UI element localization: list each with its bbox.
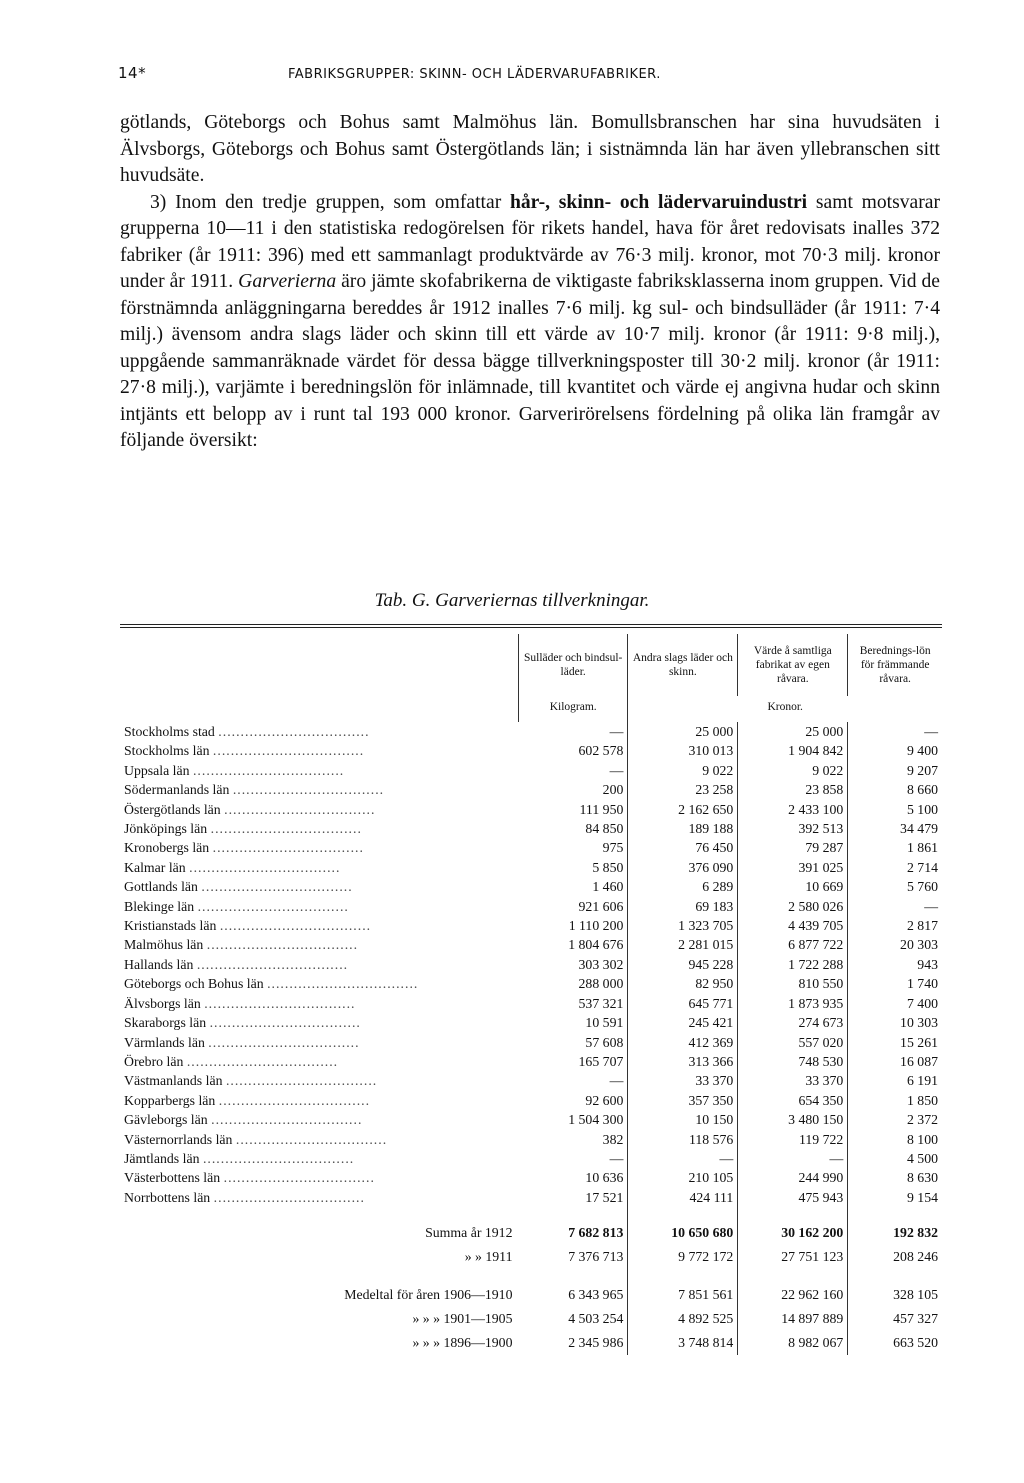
body-text [120,110,940,455]
cell-sullader: 303 302 [518,955,627,974]
cell-beredningslon: 2 817 [906,918,938,934]
cell-andra-slags: 33 370 [628,1071,738,1090]
county-name: Västernorrlands län .................................. [124,1131,388,1147]
cell-varde: 33 370 [738,1071,848,1090]
cell-sullader: 602 578 [518,741,627,760]
cell-beredningslon: 2 372 [906,1112,938,1128]
cell-sullader: 288 000 [518,974,627,993]
cell-beredningslon: 34 479 [900,821,938,837]
cell-andra-slags: 313 366 [628,1052,738,1071]
cell-varde: 6 877 722 [738,935,848,954]
table-row [120,1033,942,1052]
cell-varde: 119 722 [738,1130,848,1149]
county-name: Örebro län .................................. [124,1053,339,1069]
cell-beredningslon: 8 660 [906,782,938,798]
cell-beredningslon: 1 740 [906,976,938,992]
average-sullader: 2 345 986 [518,1331,627,1355]
italic-term: Garverierna [238,271,337,292]
cell-varde: 244 990 [738,1168,848,1187]
table-row [120,974,942,993]
cell-andra-slags: 376 090 [628,858,738,877]
bold-term: hår-, skinn- och lädervaruindustri [509,191,808,213]
table-row [120,722,942,741]
county-name: Älvsborgs län .................................. [124,995,356,1011]
table-row [120,1091,942,1110]
cell-sullader: 10 591 [518,1013,627,1032]
summary-andra-slags: 9 772 172 [628,1245,738,1269]
county-name: Västerbottens län .................................. [124,1170,375,1186]
county-name: Jämtlands län .................................. [124,1150,355,1166]
cell-varde: 23 858 [738,780,848,799]
header-beredningslon: Berednings-lön för främmande råvara. [859,645,931,685]
cell-sullader: 537 321 [518,994,627,1013]
cell-varde: 748 530 [738,1052,848,1071]
cell-sullader: 57 608 [518,1033,627,1052]
cell-beredningslon: 8 630 [906,1170,938,1186]
cell-andra-slags: 945 228 [628,955,738,974]
cell-andra-slags: 76 450 [628,838,738,857]
summary-sullader: 7 682 813 [518,1221,627,1245]
cell-sullader: 975 [518,838,627,857]
cell-beredningslon: 1 861 [906,840,938,856]
table-row [120,994,942,1013]
cell-sullader: 92 600 [518,1091,627,1110]
county-name: Kronobergs län .................................. [124,840,364,856]
average-label: » » » 1901—1905 [412,1311,513,1327]
cell-beredningslon: 9 207 [906,762,938,778]
cell-andra-slags: 210 105 [628,1168,738,1187]
cell-andra-slags: 10 150 [628,1110,738,1129]
average-row [120,1307,942,1331]
cell-sullader: 921 606 [518,897,627,916]
cell-beredningslon: — [924,724,938,739]
cell-andra-slags: 23 258 [628,780,738,799]
average-sullader: 6 343 965 [518,1283,627,1307]
cell-andra-slags: 245 421 [628,1013,738,1032]
cell-andra-slags: 9 022 [628,761,738,780]
table-row [120,1130,942,1149]
cell-andra-slags: 25 000 [628,722,738,741]
cell-varde: 25 000 [738,722,848,741]
cell-varde: 10 669 [738,877,848,896]
county-name: Göteborgs och Bohus län .................................. [124,976,419,992]
cell-beredningslon: 8 100 [906,1131,938,1147]
table-body [120,722,942,1355]
cell-sullader: 1 804 676 [518,935,627,954]
summary-row [120,1221,942,1245]
cell-beredningslon: 10 303 [900,1015,938,1031]
table-row [120,741,942,760]
cell-varde: 4 439 705 [738,916,848,935]
summary-andra-slags: 10 650 680 [628,1221,738,1245]
cell-andra-slags: 310 013 [628,741,738,760]
cell-sullader: 111 950 [518,800,627,819]
cell-sullader: 165 707 [518,1052,627,1071]
cell-sullader: 5 850 [518,858,627,877]
cell-varde: — [738,1149,848,1168]
table-top-rule-2 [120,627,942,628]
cell-andra-slags: 1 323 705 [628,916,738,935]
cell-andra-slags: — [628,1149,738,1168]
garverier-table [120,634,942,1355]
cell-beredningslon: 9 400 [906,743,938,759]
running-title: FABRIKSGRUPPER: SKINN- OCH LÄDERVARUFABRIKER. [288,67,661,82]
average-beredningslon: 328 105 [893,1287,938,1303]
table-top-rule [120,624,942,625]
cell-beredningslon: 20 303 [900,937,938,953]
average-sullader: 4 503 254 [518,1307,627,1331]
paragraph-2: 3) Inom den tredje gruppen, som omfattar hår-, skinn- och lädervaruindustri samt motsvarar grupperna 10—11 i den statistiska redogörelsen för rikets handel, hava för året redovisats inalles 372 fabriker (år 1911: 396) med ett sammanlagt produktvärde av 76·3 milj. kronor, mot 70·3 milj. kronor under år 1911. Garverierna äro jämte skofabrikerna de viktigaste fabriksklasserna inom gruppen. Vid de förstnämnda anläggningarna bereddes år 1912 inalles 7·6 milj. kg sul- och bindsulläder (år 1911: 7·4 milj.) ävensom andra slags läder och skinn till ett värde av 10·7 milj. kronor (år 1911: 9·8 milj.), uppgående sammanräknade värdet för dessa bägge tillverkningsposter till 30·2 milj. kronor (år 1911: 27·8 milj.), varjämte i beredningslön för inlämnade, till kvantitet och värde ej angivna hudar och skinn intjänts ett belopp av i runt tal 193 000 kronor. Garverirörelsens fördelning på olika län framgår av följande översikt: [120,191,941,451]
average-label: » » » 1896—1900 [412,1335,513,1351]
cell-sullader: — [518,1149,627,1168]
table-row [120,1168,942,1187]
cell-varde: 810 550 [738,974,848,993]
table-row [120,1052,942,1071]
running-header [118,64,938,82]
county-name: Gävleborgs län .................................. [124,1112,363,1128]
average-varde: 22 962 160 [738,1283,848,1307]
cell-beredningslon: 9 154 [906,1189,938,1205]
cell-andra-slags: 2 281 015 [628,935,738,954]
county-name: Malmöhus län .................................. [124,937,359,953]
table-row [120,1110,942,1129]
table-row [120,1071,942,1090]
table-row [120,897,942,916]
county-name: Kristianstads län .................................. [124,918,372,934]
cell-sullader: — [518,761,627,780]
cell-varde: 3 480 150 [738,1110,848,1129]
page-number: 14* [118,64,147,82]
average-label: Medeltal för åren 1906—1910 [344,1287,513,1303]
county-name: Kalmar län .................................. [124,859,341,875]
table-row [120,780,942,799]
cell-andra-slags: 412 369 [628,1033,738,1052]
average-beredningslon: 457 327 [893,1311,938,1327]
table-row [120,1149,942,1168]
cell-varde: 392 513 [738,819,848,838]
cell-varde: 79 287 [738,838,848,857]
cell-varde: 2 433 100 [738,800,848,819]
summary-beredningslon: 192 832 [893,1225,938,1241]
cell-varde: 475 943 [738,1188,848,1207]
county-name: Värmlands län .................................. [124,1034,360,1050]
cell-andra-slags: 69 183 [628,897,738,916]
summary-label: Summa år 1912 [425,1225,513,1241]
cell-beredningslon: — [924,898,938,914]
cell-andra-slags: 6 289 [628,877,738,896]
cell-andra-slags: 645 771 [628,994,738,1013]
cell-sullader: 1 504 300 [518,1110,627,1129]
cell-sullader: 1 460 [518,877,627,896]
table-row [120,761,942,780]
header-sullader: Sulläder och bindsul-läder. [518,634,627,696]
table-row [120,1013,942,1032]
average-andra-slags: 3 748 814 [628,1331,738,1355]
cell-varde: 654 350 [738,1091,848,1110]
table-row [120,935,942,954]
table-row [120,819,942,838]
county-name: Södermanlands län .................................. [124,782,385,798]
county-name: Norrbottens län .................................. [124,1189,365,1205]
table-row [120,838,942,857]
cell-beredningslon: 5 100 [906,801,938,817]
average-andra-slags: 4 892 525 [628,1307,738,1331]
county-name: Hallands län .................................. [124,956,349,972]
summary-varde: 30 162 200 [738,1221,848,1245]
cell-andra-slags: 424 111 [628,1188,738,1207]
cell-varde: 391 025 [738,858,848,877]
table-row [120,916,942,935]
table-row [120,877,942,896]
county-name: Skaraborgs län .................................. [124,1015,361,1031]
cell-sullader: 17 521 [518,1188,627,1207]
paragraph-1: götlands, Göteborgs och Bohus samt Malmöhus län. Bomullsbranschen har sina huvudsäten i Älvsborgs, Göteborgs och Bohus samt Östergötlands län; i sistnämnda län har även yllebranschen sitt huvudsäte. [120,112,940,186]
cell-sullader: — [518,1071,627,1090]
county-name: Västmanlands län .................................. [124,1073,378,1089]
header-andra-slags: Andra slags läder och skinn. [628,634,738,696]
summary-varde: 27 751 123 [738,1245,848,1269]
table-row [120,800,942,819]
cell-andra-slags: 189 188 [628,819,738,838]
average-varde: 14 897 889 [738,1307,848,1331]
unit-kilogram: Kilogram. [518,696,627,722]
county-name: Uppsala län .................................. [124,762,345,778]
cell-sullader: 10 636 [518,1168,627,1187]
cell-beredningslon: 16 087 [900,1053,938,1069]
table-caption: Tab. G. Garveriernas tillverkningar. [374,590,650,611]
cell-varde: 1 722 288 [738,955,848,974]
cell-sullader: 84 850 [518,819,627,838]
cell-sullader: — [518,722,627,741]
cell-andra-slags: 2 162 650 [628,800,738,819]
average-beredningslon: 663 520 [893,1335,938,1351]
cell-beredningslon: 15 261 [900,1034,938,1050]
cell-andra-slags: 82 950 [628,974,738,993]
cell-andra-slags: 118 576 [628,1130,738,1149]
cell-sullader: 200 [518,780,627,799]
cell-varde: 1 904 842 [738,741,848,760]
county-name: Gottlands län .................................. [124,879,353,895]
cell-varde: 1 873 935 [738,994,848,1013]
cell-varde: 557 020 [738,1033,848,1052]
average-varde: 8 982 067 [738,1331,848,1355]
summary-beredningslon: 208 246 [893,1249,938,1265]
county-name: Kopparbergs län .................................. [124,1092,371,1108]
cell-varde: 2 580 026 [738,897,848,916]
table-row [120,955,942,974]
table-header-row [120,634,942,696]
cell-andra-slags: 357 350 [628,1091,738,1110]
cell-beredningslon: 1 850 [906,1092,938,1108]
cell-varde: 274 673 [738,1013,848,1032]
summary-sullader: 7 376 713 [518,1245,627,1269]
summary-label: » » 1911 [464,1249,513,1265]
county-name: Stockholms stad .................................. [124,724,370,739]
cell-beredningslon: 2 714 [906,859,938,875]
county-name: Stockholms län .................................. [124,743,365,759]
cell-sullader: 382 [518,1130,627,1149]
unit-kronor: Kronor. [767,701,803,713]
average-andra-slags: 7 851 561 [628,1283,738,1307]
table-row [120,858,942,877]
cell-beredningslon: 943 [917,956,938,972]
cell-beredningslon: 7 400 [906,995,938,1011]
cell-sullader: 1 110 200 [518,916,627,935]
cell-varde: 9 022 [738,761,848,780]
cell-beredningslon: 6 191 [906,1073,938,1089]
header-varde: Värde å samtliga fabrikat av egen råvara. [738,634,848,696]
cell-beredningslon: 5 760 [906,879,938,895]
unit-row [120,696,942,722]
county-name: Blekinge län .................................. [124,898,349,914]
average-row [120,1331,942,1355]
summary-row [120,1245,942,1269]
average-row [120,1283,942,1307]
table-row [120,1188,942,1207]
cell-beredningslon: 4 500 [906,1150,938,1166]
county-name: Östergötlands län .................................. [124,801,376,817]
county-name: Jönköpings län .................................. [124,821,362,837]
